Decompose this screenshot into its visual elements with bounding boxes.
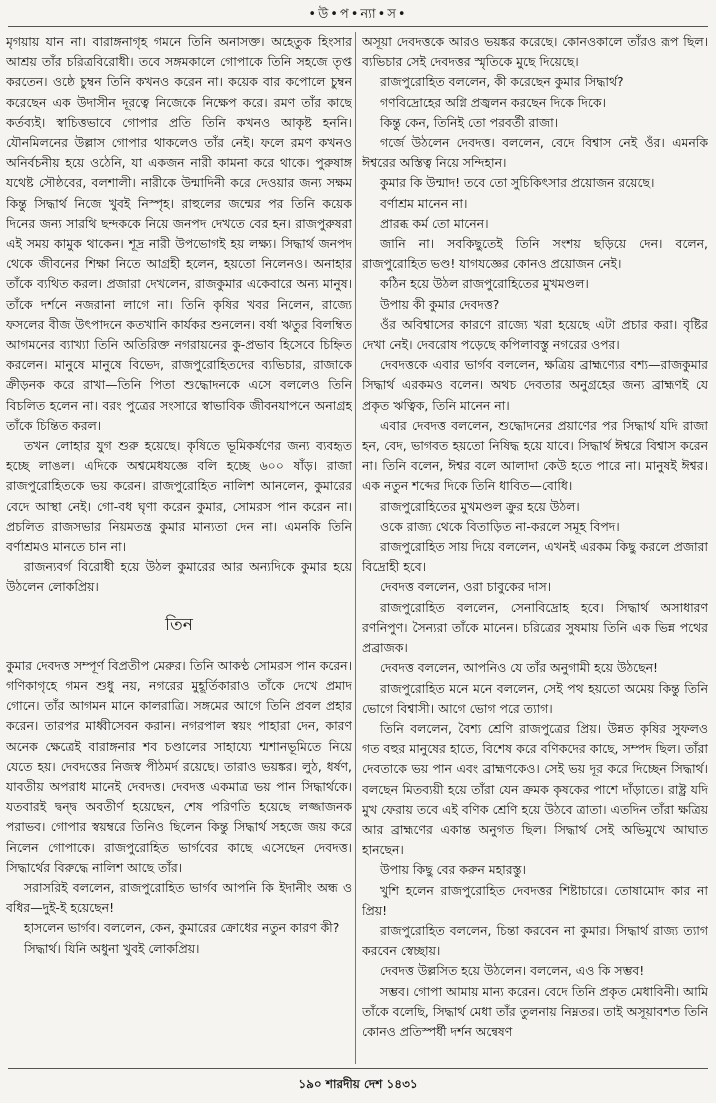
paragraph: সিদ্ধার্থ। যিনি অধুনা খুবই লোকপ্রিয়। [24,940,200,956]
paragraph: সম্ভব। গোপা আমায় মান্য করেন। বেদে তিনি প্রকৃত মেধাবিনী। আমি তাঁকে বলেছি, সিদ্ধার্থ মেধা তাঁর তুলনায় নিম্নতর। তাই অসূয়াবশত তিনি কোনও প্রতিস্পর্ধী দর্শন অন্বেষণ [362,983,708,1039]
column-divider [355,32,356,1064]
paragraph: রাজপুরোহিত সায় দিয়ে বললেন, এখনই এরকম কিছু করলে প্রজারা বিদ্রোহী হবে। [362,539,708,575]
paragraph: উপায় কী কুমার দেবদত্ত? [380,296,500,312]
footer-rule [8,1068,708,1069]
paragraph: কঠিন হয়ে উঠল রাজপুরোহিতের মুখমণ্ডল। [380,276,589,292]
paragraph: রাজন্যবর্গ বিরোধী হয়ে উঠল কুমারের আর অন্যদিকে কুমার হয়ে উঠলেন লোকপ্রিয়। [6,559,352,595]
paragraph: দেবদত্তকে এবার ভার্গব বললেন, ক্ষত্রিয় ব্রাহ্মণ্যের বশ্য—রাজকুমার সিদ্ধার্থ এরকমও বলেন। অথচ দেবতার অনুগ্রহের জন্য ব্রাহ্মণই যে প্রকৃত ঋত্বিক, তিনি মানেন না। [362,357,708,413]
page-footer: ১৯০ শারদীয় দেশ ১৪৩১ [298,1077,418,1091]
paragraph: দেবদত্ত বললেন, ওরা চাবুকের দাস। [380,579,552,595]
paragraph: গর্জে উঠলেন দেবদত্ত। বললেন, বেদে বিশ্বাস নেই ওঁর। এমনকি ঈশ্বরের অস্তিত্ব নিয়ে সন্দিহান। [362,135,708,171]
paragraph: হাসলেন ভার্গব। বললেন, কেন, কুমারের ক্রোধের নতুন কারণ কী? [24,920,340,936]
paragraph: রাজপুরোহিত বললেন, সেনাবিদ্রোহ হবে। সিদ্ধার্থ অসাধারণ রণনিপুণ। সৈন্যরা তাঁকে মানেন। চরিত্রের সুষমায় তিনি এক ভিন্ন পথের প্রব্রাজক। [362,599,708,656]
paragraph: দেবদত্ত উল্লসিত হয়ে উঠলেন। বললেন, এও কি সম্ভব! [380,963,645,979]
left-column [6,32,352,1062]
paragraph: সরাসরিই বললেন, রাজপুরোহিত ভার্গব আপনি কি ইদানীং অন্ধ ও বধির—দুই-ই হয়েছেন! [6,879,352,916]
paragraph: মৃগয়ায় যান না। বারাঙ্গনাগৃহ গমনে তিনি অনাসক্ত। অহেতুক হিংসার আশ্রয় তাঁর চরিত্রবিরোধী। তবে সঙ্গমকালে গোপাকে তিনি সহজে তৃপ্ত করতেন। ওষ্ঠে চুম্বন তিনি কখনও করেন না। কয়েক বার কপোলে চুম্বন করেছেন এক উদাসীন দূরত্বে নিজেকে নিক্ষেপ করে। রমণ তাঁর কাছে কর্তব্যই। স্বাচিত্তভাবে গোপার প্রতি তিনি কখনও আকৃষ্ট হননি। যৌনমিলনের উল্লাস গোপার থাকলেও তাঁর নেই। ফলে রমণ কখনও অনির্বচনীয় হয়ে ওঠেনি, যা একজন নারী কামনা করে থাকে। পুরুষাঙ্গ যথেষ্ট সৌষ্ঠবের, বলশালী। নারীকে উন্মাদিনী করে দেওয়ার জন্য সক্ষম কিন্তু সিদ্ধার্থ নিজে খুবই নিস্পৃহ। রাহুলের জন্মের পর তিনি কয়েক দিনের জন্য সারথি ছন্দককে নিয়ে জনপদ দেখতে বের হন। রাজপুরুষরা এই সময় কামুক থাকেন। শূদ্র নারী উপভোগই হয় লক্ষ্য। সিদ্ধার্থ জনপদ থেকে জীবনের শিক্ষা নিতে আগ্রহী হলেন, হয়তো নিলেনও। অনাহার তাঁকে ব্যথিত করল। প্রজারা দেখলেন, রাজকুমার একেবারে অন্য মানুষ। তাঁকে দর্শনে নজরানা লাগে না। তিনি কৃষির খবর নিলেন, রাজ্যে ফসলের বীজ উৎপাদনে কতখানি কার্যকর শুনলেন। বর্ষা ঋতুর বিলম্বিত আগমনের ব্যাখ্যা তিনি অতিরিক্ত নগরায়নের কু-প্রভাব হিসেবে চিহ্নিত করলেন। মানুষে মানুষে বিভেদ, রাজপুরোহিতদের ব্যভিচার, রাজাকে ক্রীড়নক করে রাখা—তিনি পিতা শুদ্ধোদনকে এসে বললেও তিনি বিচলিত হলেন না। বরং পুত্রের সংসারে স্বাভাবিক জীবনযাপনে অনাগ্রহ তাঁকে চিন্তিত করল। [6,34,352,433]
running-header: •উ•প•ন্যা•স• [308,7,408,22]
paragraph: দেবদত্ত বললেন, আপনিও যে তাঁর অনুগামী হয়ে উঠছেন! [380,660,659,676]
paragraph: রাজপুরোহিত মনে মনে বললেন, সেই পথ হয়তো অমেয় কিন্তু তিনি ভোগে বিশ্বাসী। আগে ভোগ পরে ত্যাগ। [362,680,708,716]
paragraph: খুশি হলেন রাজপুরোহিত দেবদত্তর শিষ্টাচারে। তোষামোদ কার না প্রিয়! [362,882,708,918]
paragraph: রাজপুরোহিত বললেন, চিন্তা করবেন না কুমার। সিদ্ধার্থ রাজ্য ত্যাগ করবেন স্বেচ্ছায়। [362,922,708,959]
paragraph: জানি না। সবকিছুতেই তিনি সংশয় ছড়িয়ে দেন। বলেন, রাজপুরোহিত ভণ্ড! যাগযজ্ঞের কোনও প্রয়োজন নেই। [362,236,708,272]
paragraph: ওকে রাজ্য থেকে বিতাড়িত না-করলে সমূহ বিপদ। [380,518,620,534]
paragraph: ওঁর অবিশ্বাসের কারণে রাজ্যে খরা হয়েছে এটা প্রচার করা। বৃষ্টির দেখা নেই। দেবরোষ পড়েছে কপিলাবস্তু নগরের ওপর। [362,316,708,353]
header-rule [8,26,708,27]
paragraph: রাজপুরোহিত বললেন, কী করেছেন কুমার সিদ্ধার্থ? [380,74,624,90]
paragraph: অসূয়া দেবদত্তকে আরও ভয়ঙ্কর করেছে। কোনওকালে তাঁরও রূপ ছিল। ব্যভিচার সেই দেবদত্তর স্মৃতিকে মুছে দিয়েছে। [362,34,708,70]
section-title: তিন [165,614,193,635]
paragraph: তিনি বললেন, বৈশ্য শ্রেণি রাজপুত্রের প্রিয়। উন্নত কৃষির সুফলও গত বহুর মানুষের হাতে, বিশেষ করে বণিকদের কাছে, সম্পদ ছিল। তাঁরা দেবতাকে ভয় পান এবং ব্রাহ্মণকেও। সেই ভয় দূর করে দিচ্ছেন সিদ্ধার্থ। বলছেন মিতব্যয়ী হয়ে তাঁরা যেন ক্রমক কৃষকের পাশে দাঁড়াতে। রাষ্ট্র যদি মুখ ফেরায় তবে এই বণিক শ্রেণি হয়ে উঠবে ত্রাতা। এতদিন তাঁরা ক্ষত্রিয় আর ব্রাহ্মণের একান্ত অনুগত ছিল। সিদ্ধার্থ সেই অভিমুখে আঘাত হানছেন। [362,720,708,858]
paragraph: প্রারব্ধ কর্ম তো মানেন। [380,215,489,231]
paragraph: রাজপুরোহিতের মুখমণ্ডল ক্রুর হয়ে উঠল। [380,498,580,514]
paragraph: কুমার দেবদত্ত সম্পূর্ণ বিপ্রতীপ মেরুর। তিনি আকণ্ঠ সোমরস পান করেন। গণিকাগৃহে গমন শুধু নয়, নগরের মুহূর্তিকারাও তাঁকে দেখে প্রমাদ গোনে। তাঁর আগমন মানে কালরাত্রি। সঙ্গমের আগে তিনি প্রবল প্রহার করেন। তারপর মাধ্বীসেবন করান। নগরপাল স্বয়ং পাহারা দেন, কারণ অনেক ক্ষেত্রেই বারাঙ্গনার শব চণ্ডালের সাহায্যে শ্মশানভূমিতে নিয়ে যেতে হয়। দেবদত্তের নিজস্ব পীঠমর্দ রয়েছে। তারাও ভয়ঙ্কর। লুঠ, ধর্ষণ, যাবতীয় অপরাধ মানেই দেবদত্ত। দেবদত্ত একমাত্র ভয় পান সিদ্ধার্থকে। যতবারই দ্বন্দ্ব অবতীর্ণ হয়েছেন, শেষ পরিণতি হয়েছে লজ্জাজনক পরাভব। গোপার স্বয়ম্বরে তিনিও ছিলেন কিন্তু সিদ্ধার্থ সহজে জয় করে নিলেন গোপাকে। রাজপুরোহিত ভার্গবের কাছে এসেছেন দেবদত্ত। সিদ্ধার্থের বিরুদ্ধে নালিশ আছে তাঁর। [6,657,352,875]
paragraph: বর্ণাশ্রম মানেন না। [380,195,468,211]
paragraph: কিন্তু কেন, তিনিই তো পরবর্তী রাজা। [380,114,559,130]
paragraph: গণবিদ্রোহের অগ্নি প্রজ্বলন করছেন দিকে দিকে। [380,94,606,110]
paragraph: তখন লোহার যুগ শুরু হয়েছে। কৃষিতে ভূমিকর্ষণের জন্য ব্যবহৃত হচ্ছে লাঙল। এদিকে অশ্বমেধযজ্ঞে বলি হচ্ছে ৬০০ ষাঁড়। রাজা রাজপুরোহিতকে ভয় করেন। রাজপুরোহিত নালিশ আনলেন, কুমারের বেদে আস্থা নেই। গো-বধ ঘৃণা করেন কুমার, সোমরস পান করেন না। প্রচলিত রাজসভার নিয়মতন্ত্র কুমার মান্যতা দেন না। এমনকি তিনি বর্ণাশ্রমও মানতে চান না। [6,438,352,555]
paragraph: উপায় কিছু বের করুন মহারস্তু। [380,862,526,878]
paragraph: কুমার কি উন্মাদ! তবে তো সুচিকিৎসার প্রয়োজন রয়েছে। [380,175,655,191]
paragraph: এবার দেবদত্ত বললেন, শুদ্ধোদনের প্রয়াণের পর সিদ্ধার্থ যদি রাজা হন, বেদ, ভাগবত হয়তো নিষিদ্ধ হয়ে যাবে। সিদ্ধার্থ ঈশ্বরে বিশ্বাস করেন না। তিনি বলেন, ঈশ্বর বলে আলাদা কেউ হতে পারে না। মানুষই ঈশ্বর। এক নতুন শব্দের দিকে তিনি ধাবিত—বোধি। [362,417,708,494]
right-column [362,32,708,1062]
